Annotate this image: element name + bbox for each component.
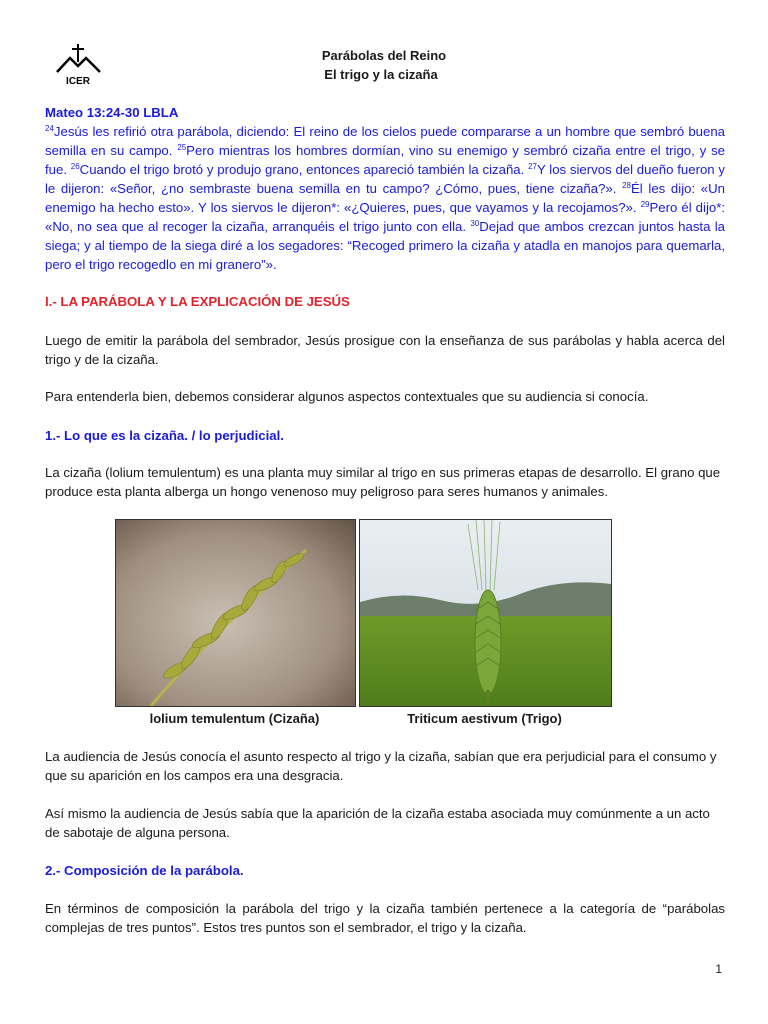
paragraph: En términos de composición la parábola del trigo y la cizaña también pertenece a la categoría de “parábolas complejas de tres puntos”. Estos tres puntos son el sembrador, el trigo y la cizaña. [45, 901, 725, 935]
verse-number: 27 [528, 162, 537, 171]
verse-number: 26 [70, 162, 80, 171]
image-caption-left: lolium temulentum (Cizaña) [149, 711, 320, 726]
document-header [0, 46, 768, 84]
verse-text: Pero mientras los hombres dormían, vino su enemigo y sembró cizaña entre el trigo, y se fue. [45, 143, 725, 177]
subsection-heading: 1.- Lo que es la cizaña. / lo perjudicial. [45, 428, 284, 443]
section-heading: I.- LA PARÁBOLA Y LA EXPLICACIÓN DE JESÚS [45, 294, 350, 309]
verse-text: Y los siervos del dueño fueron y le dijeron: «Señor, ¿no sembraste buena semilla en tu campo? ¿Cómo, pues, tiene cizaña?». [45, 162, 725, 196]
document-title: Parábolas del Reino [321, 48, 447, 63]
logo-text: ICER [66, 76, 90, 87]
page-number: 1 [715, 962, 722, 976]
verse-text: Pero él dijo*: «No, no sea que al recoger la cizaña, arranquéis el trigo junto con ella. [45, 200, 725, 234]
paragraph: Así mismo la audiencia de Jesús sabía que la aparición de la cizaña estaba asociada muy comúnmente a un acto de sabotaje de alguna persona. [45, 806, 710, 840]
verse-number: 28 [622, 181, 632, 190]
scripture-block [45, 103, 725, 274]
scripture-reference: Mateo 13:24-30 LBLA [45, 105, 179, 120]
document-subtitle: El trigo y la cizaña [324, 67, 438, 82]
paragraph: La cizaña (lolium temulentum) es una planta muy similar al trigo en sus primeras etapas de desarrollo. El grano que produce esta planta alberga un hongo venenoso muy peligroso para seres humanos y animales. [45, 465, 721, 499]
image-caption-right: Triticum aestivum (Trigo) [407, 711, 562, 726]
scripture-text [45, 122, 725, 274]
subsection-heading: 2.- Composición de la parábola. [45, 863, 244, 878]
lolium-photo [115, 519, 356, 707]
verse-text: Jesús les refirió otra parábola, diciendo: El reino de los cielos puede compararse a un hombre que sembró buena semilla en su campo. [45, 124, 725, 158]
paragraph: Luego de emitir la parábola del sembrador, Jesús prosigue con la enseñanza de sus parábolas y habla acerca del trigo y de la cizaña. [45, 333, 725, 367]
verse-text: Cuando el trigo brotó y produjo grano, entonces apareció también la cizaña. [79, 162, 525, 177]
verse-text: Él les dijo: «Un enemigo ha hecho esto». Y los siervos le dijeron*: «¿Quieres, pues, que vayamos y la recojamos?». [45, 181, 725, 215]
verse-number: 25 [177, 143, 187, 152]
triticum-photo [359, 519, 612, 707]
verse-text: Dejad que ambos crezcan juntos hasta la siega; y al tiempo de la siega diré a los segadores: “Recoged primero la cizaña y atadla en manojos para quemarla, pero el trigo recogedlo en mi granero”». [45, 219, 725, 272]
paragraph: La audiencia de Jesús conocía el asunto respecto al trigo y la cizaña, sabían que era perjudicial para el consumo y que su aparición en los campos era una desgracia. [45, 749, 717, 783]
verse-number: 30 [470, 219, 480, 228]
paragraph: Para entenderla bien, debemos considerar algunos aspectos contextuales que su audiencia si conocía. [45, 389, 649, 404]
verse-number: 29 [640, 200, 650, 209]
verse-number: 24 [45, 124, 54, 133]
